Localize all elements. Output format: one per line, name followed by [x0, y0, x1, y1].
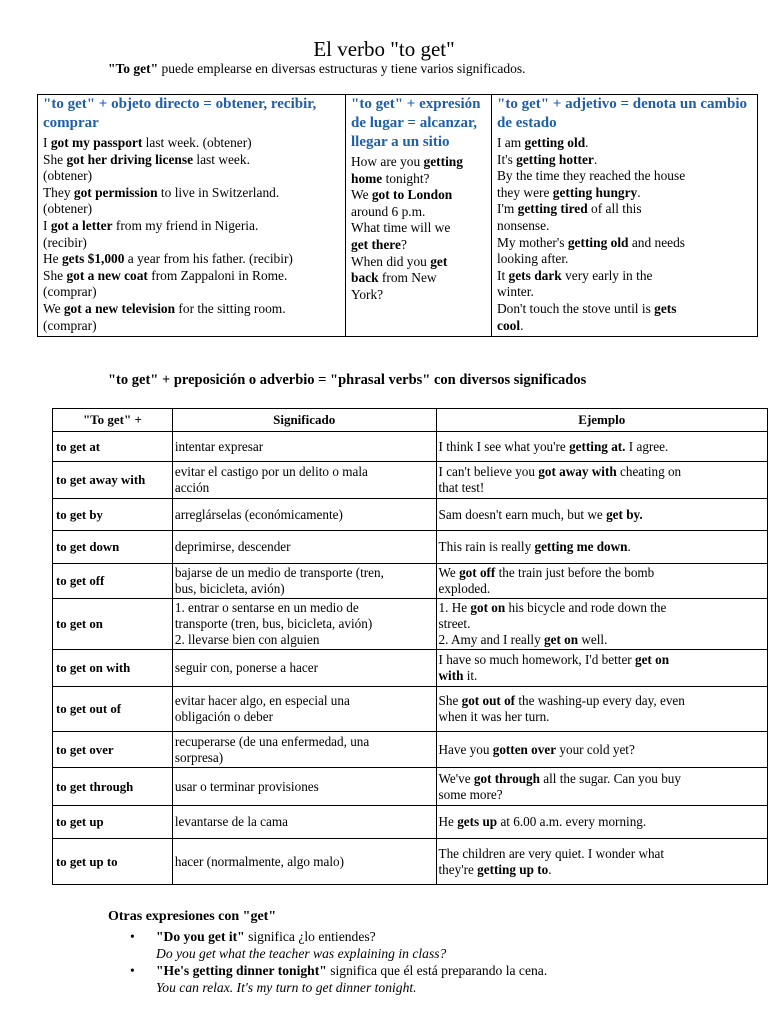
example-text: it.	[463, 668, 478, 683]
example-text: that test!	[438, 480, 485, 495]
example-bold: get there	[351, 236, 401, 252]
table-row	[53, 839, 768, 885]
table-row	[53, 687, 768, 732]
example-line	[439, 693, 765, 709]
list-item	[130, 962, 547, 996]
example-text: Sam doesn't earn much, but we	[438, 506, 607, 522]
example-line	[351, 254, 488, 271]
example-text: some more?	[438, 786, 503, 802]
example-text: they were	[497, 184, 553, 200]
example-text: I'm	[497, 201, 518, 217]
example-text: his bicycle and rode down the	[505, 600, 667, 615]
example-line	[351, 154, 488, 171]
meaning-line: intentar expresar	[174, 438, 264, 454]
example-line	[497, 201, 754, 218]
example-line	[497, 318, 754, 335]
example-text: What time will we	[351, 220, 451, 236]
example-line	[43, 268, 342, 285]
example-line	[351, 204, 488, 221]
example-bold: got a new television	[63, 300, 176, 316]
example-text: .	[627, 539, 631, 554]
other-expressions-heading: Otras expresiones con "get"	[108, 909, 277, 924]
header-meaning: Significado	[172, 409, 436, 432]
meaning-line: acción	[174, 480, 210, 495]
example-line	[497, 135, 754, 152]
example-bold: getting me down	[534, 539, 628, 554]
expression-meaning: significa que él está preparando la cena.	[326, 963, 548, 978]
example-line	[351, 270, 488, 287]
usage-table	[37, 94, 758, 337]
example-text: they're	[438, 861, 478, 877]
phrasal-verbs-body	[53, 432, 768, 885]
example-text: He	[438, 814, 458, 829]
example-text: (obtener)	[43, 168, 93, 184]
place-examples	[346, 152, 491, 303]
example-line	[497, 268, 754, 285]
phrasal-verb-cell: to get off	[53, 564, 173, 599]
example-line	[43, 185, 342, 202]
header-example: Ejemplo	[436, 409, 767, 432]
meaning-line: bajarse de un medio de transporte (tren,	[174, 565, 384, 580]
expression-bold: "He's getting dinner tonight"	[156, 963, 327, 978]
bullet-icon: •	[130, 963, 135, 978]
meaning-cell	[172, 687, 436, 732]
meaning-line: transporte (tren, bus, bicicleta, avión)	[174, 616, 373, 631]
example-line	[497, 284, 754, 301]
table-row	[53, 768, 768, 806]
table-row	[53, 732, 768, 768]
example-line	[497, 235, 754, 252]
example-text: My mother's	[497, 234, 568, 250]
meaning-cell	[172, 432, 436, 462]
adjective-column	[492, 95, 758, 337]
example-line	[439, 862, 765, 878]
meaning-line: hacer (normalmente, algo malo)	[174, 853, 345, 869]
example-line	[439, 464, 765, 480]
example-line	[351, 171, 488, 188]
example-cell	[436, 650, 767, 687]
example-line	[43, 318, 342, 335]
example-bold: getting tired	[517, 201, 588, 217]
intro-line	[108, 61, 526, 77]
example-cell	[436, 768, 767, 806]
example-line	[439, 581, 765, 597]
phrasal-verb-cell: to get out of	[53, 687, 173, 732]
example-cell	[436, 806, 767, 839]
phrasal-verb-cell: to get by	[53, 499, 173, 531]
example-text: very early in the	[561, 267, 653, 283]
example-text: the washing-up every day, even	[515, 693, 685, 708]
example-line	[439, 814, 765, 830]
meaning-cell	[172, 839, 436, 885]
list-item	[130, 928, 547, 962]
example-cell	[436, 687, 767, 732]
example-bold: gets	[654, 300, 677, 316]
meaning-line: usar o terminar provisiones	[174, 778, 319, 794]
example-bold: cool	[497, 317, 521, 333]
table-row	[53, 462, 768, 499]
example-cell	[436, 531, 767, 564]
example-bold: got off	[459, 565, 496, 580]
example-text: looking after.	[497, 251, 569, 267]
example-text: winter.	[497, 284, 534, 300]
example-text: By the time they reached the house	[497, 168, 686, 184]
example-text: Have you	[438, 741, 493, 757]
example-text: She	[438, 693, 462, 708]
example-text: the train just before the bomb	[495, 565, 655, 580]
phrasal-verb-cell: to get up	[53, 806, 173, 839]
example-line	[497, 185, 754, 202]
example-line	[497, 168, 754, 185]
example-text: They	[43, 184, 74, 200]
example-bold: got my passport	[50, 135, 143, 150]
example-text: I am	[497, 135, 525, 150]
phrasal-verb-cell: to get on with	[53, 650, 173, 687]
example-bold: getting hotter	[516, 151, 594, 167]
example-text: We	[43, 300, 64, 316]
example-cell	[436, 499, 767, 531]
example-text: exploded.	[438, 581, 491, 596]
example-line	[43, 168, 342, 185]
example-bold: get on	[544, 632, 579, 647]
example-text: I have so much homework, I'd better	[438, 652, 635, 667]
example-line	[43, 251, 342, 268]
meaning-line: 2. llevarse bien con alguien	[174, 632, 320, 647]
meaning-cell	[172, 806, 436, 839]
example-bold: got through	[473, 770, 540, 786]
example-line	[43, 218, 342, 235]
table-row	[53, 432, 768, 462]
example-text: 2. Amy and I really	[438, 632, 544, 647]
meaning-cell	[172, 650, 436, 687]
meaning-line: deprimirse, descender	[174, 539, 291, 554]
example-bold: home	[351, 170, 383, 186]
example-text: to live in Switzerland.	[157, 184, 280, 200]
example-line	[497, 218, 754, 235]
example-text: It's	[497, 151, 517, 167]
example-text: a year from his father. (recibir)	[124, 251, 293, 267]
meaning-cell	[172, 768, 436, 806]
example-text: How are you	[351, 154, 424, 169]
meaning-line: recuperarse (de una enfermedad, una	[174, 733, 370, 749]
example-line	[439, 787, 765, 803]
example-text: (comprar)	[43, 284, 97, 300]
example-text: last week. (obtener)	[142, 135, 252, 150]
example-bold: getting at.	[569, 438, 626, 454]
example-bold: get on	[634, 652, 670, 667]
example-text: last week.	[193, 151, 250, 167]
meaning-cell	[172, 462, 436, 499]
phrasal-verb-cell: to get on	[53, 599, 173, 650]
example-text: (comprar)	[43, 317, 97, 333]
example-text: from my friend in Nigeria.	[112, 217, 259, 233]
page-title: El verbo "to get"	[313, 37, 455, 61]
example-text: I can't believe you	[438, 464, 539, 479]
example-text: street.	[438, 616, 471, 631]
example-text: for the sitting room.	[175, 300, 286, 316]
meaning-cell	[172, 564, 436, 599]
phrasal-verb-cell: to get through	[53, 768, 173, 806]
example-line	[351, 237, 488, 254]
example-text: We've	[438, 770, 474, 786]
example-text: I	[43, 135, 51, 150]
example-bold: getting up to	[477, 861, 549, 877]
adjective-heading: "to get" + adjetivo = denota un cambio de estado	[497, 96, 747, 131]
example-bold: got her driving license	[66, 151, 194, 167]
example-text: from New	[378, 270, 437, 286]
example-line	[439, 507, 765, 523]
example-text: nonsense.	[497, 217, 550, 233]
intro-rest: puede emplearse en diversas estructuras y tiene varios significados.	[158, 61, 526, 76]
expression-meaning: significa ¿lo entiendes?	[244, 929, 376, 944]
example-text: .	[637, 184, 641, 200]
example-line	[439, 652, 765, 668]
example-text: She	[43, 267, 67, 283]
example-text: I agree.	[625, 438, 669, 454]
example-line	[43, 201, 342, 218]
example-bold: with	[438, 668, 464, 683]
phrasal-verb-cell: to get at	[53, 432, 173, 462]
example-bold: getting hungry	[552, 184, 638, 200]
example-line	[43, 284, 342, 301]
example-line	[43, 152, 342, 169]
example-cell	[436, 732, 767, 768]
intro-bold: "To get"	[108, 61, 159, 76]
expression-example: You can relax. It's my turn to get dinner tonight.	[156, 980, 417, 995]
example-bold: gotten over	[492, 741, 557, 757]
table-row	[53, 499, 768, 531]
example-bold: gets dark	[508, 267, 562, 283]
example-cell	[436, 564, 767, 599]
meaning-line: evitar hacer algo, en especial una	[174, 693, 350, 708]
example-text: and needs	[628, 234, 686, 250]
header-verb: "To get" +	[53, 409, 173, 432]
phrasal-verbs-heading: "to get" + preposición o adverbio = "phrasal verbs" con diversos significados	[108, 372, 587, 388]
example-bold: getting	[423, 154, 463, 169]
example-bold: back	[351, 270, 379, 286]
example-cell	[436, 599, 767, 650]
example-line	[439, 742, 765, 758]
example-line	[497, 152, 754, 169]
table-header-row	[53, 409, 768, 432]
example-text: .	[585, 135, 589, 150]
example-line	[439, 632, 765, 648]
meaning-cell	[172, 499, 436, 531]
meaning-line: sorpresa)	[174, 749, 224, 765]
meaning-line: obligación o deber	[174, 709, 273, 724]
example-bold: getting old	[524, 135, 586, 150]
phrasal-verb-cell: to get down	[53, 531, 173, 564]
place-heading: "to get" + expresión de lugar = alcanzar, llegar a un sitio	[351, 96, 481, 150]
example-text: It	[497, 267, 509, 283]
table-row	[53, 650, 768, 687]
example-text: all the sugar. Can you buy	[539, 770, 681, 786]
bullet-icon: •	[130, 929, 135, 944]
expression-bold: "Do you get it"	[156, 929, 245, 944]
example-text: We	[438, 565, 460, 580]
example-bold: got out of	[461, 693, 516, 708]
table-row	[53, 599, 768, 650]
example-line	[439, 616, 765, 632]
example-text: from Zappaloni in Rome.	[147, 267, 288, 283]
example-bold: get by.	[606, 506, 643, 522]
example-text: I	[43, 217, 51, 233]
example-text: ?	[400, 236, 407, 252]
example-text: .	[520, 317, 524, 333]
example-bold: gets up	[457, 814, 498, 829]
table-row	[53, 806, 768, 839]
example-bold: gets $1,000	[61, 251, 125, 267]
example-text: tonight?	[382, 170, 430, 186]
usage-table-row	[38, 95, 758, 337]
table-row	[53, 564, 768, 599]
example-text: of all this	[587, 201, 642, 217]
example-line	[439, 480, 765, 496]
direct-object-examples	[38, 133, 345, 334]
meaning-line: levantarse de la cama	[174, 814, 288, 829]
example-text: cheating on	[616, 464, 682, 479]
example-text: He	[43, 251, 62, 267]
example-text: around 6 p.m.	[351, 203, 426, 219]
other-expressions-list	[130, 928, 547, 996]
example-text: .	[593, 151, 598, 167]
meaning-line: bus, bicicleta, avión)	[174, 581, 285, 596]
meaning-cell	[172, 732, 436, 768]
example-text: (recibir)	[43, 234, 87, 250]
example-line	[439, 709, 765, 725]
example-bold: got permission	[73, 184, 158, 200]
phrasal-verb-cell: to get up to	[53, 839, 173, 885]
example-text: I think I see what you're	[438, 438, 570, 454]
meaning-line: evitar el castigo por un delito o mala	[174, 464, 368, 479]
meaning-line: 1. entrar o sentarse en un medio de	[174, 600, 359, 615]
example-line	[43, 235, 342, 252]
example-line	[439, 771, 765, 787]
example-text: She	[43, 151, 67, 167]
example-text: 1. He	[438, 600, 471, 615]
example-line	[439, 439, 765, 455]
example-line	[439, 846, 765, 862]
direct-object-heading: "to get" + objeto directo = obtener, recibir, comprar	[43, 96, 317, 131]
example-text: at 6.00 a.m. every morning.	[497, 814, 647, 829]
example-cell	[436, 432, 767, 462]
meaning-cell	[172, 599, 436, 650]
example-line	[497, 301, 754, 318]
place-column	[346, 95, 492, 337]
meaning-cell	[172, 531, 436, 564]
example-text: .	[548, 861, 552, 877]
expression-example: Do you get what the teacher was explaining in class?	[156, 946, 447, 961]
example-line	[439, 565, 765, 581]
example-line	[351, 187, 488, 204]
example-text: This rain is really	[438, 539, 535, 554]
phrasal-verbs-table	[52, 408, 768, 885]
example-line	[43, 135, 342, 152]
example-text: your cold yet?	[556, 741, 635, 757]
example-bold: got on	[470, 600, 506, 615]
example-line	[439, 539, 765, 555]
example-line	[351, 220, 488, 237]
meaning-line: seguir con, ponerse a hacer	[174, 660, 319, 675]
example-line	[497, 251, 754, 268]
example-line	[439, 668, 765, 684]
example-text: (obtener)	[43, 201, 93, 217]
example-text: We	[351, 187, 372, 203]
example-text: When did you	[351, 253, 431, 269]
example-cell	[436, 839, 767, 885]
example-bold: got a letter	[50, 217, 113, 233]
example-text: York?	[351, 286, 384, 302]
example-text: well.	[578, 632, 608, 647]
example-text: The children are very quiet. I wonder what	[438, 845, 665, 861]
phrasal-verb-cell: to get away with	[53, 462, 173, 499]
meaning-line: arreglárselas (económicamente)	[174, 506, 343, 522]
example-line	[351, 287, 488, 304]
example-cell	[436, 462, 767, 499]
example-bold: got away with	[538, 464, 617, 479]
example-text: Don't touch the stove until is	[497, 300, 655, 316]
example-bold: got a new coat	[66, 267, 148, 283]
example-bold: got to London	[371, 187, 453, 203]
example-bold: getting old	[567, 234, 629, 250]
example-line	[43, 301, 342, 318]
example-line	[439, 600, 765, 616]
direct-object-column	[38, 95, 346, 337]
phrasal-verb-cell: to get over	[53, 732, 173, 768]
example-bold: get	[430, 253, 448, 269]
table-row	[53, 531, 768, 564]
adjective-examples	[492, 133, 757, 334]
example-text: when it was her turn.	[438, 709, 550, 724]
